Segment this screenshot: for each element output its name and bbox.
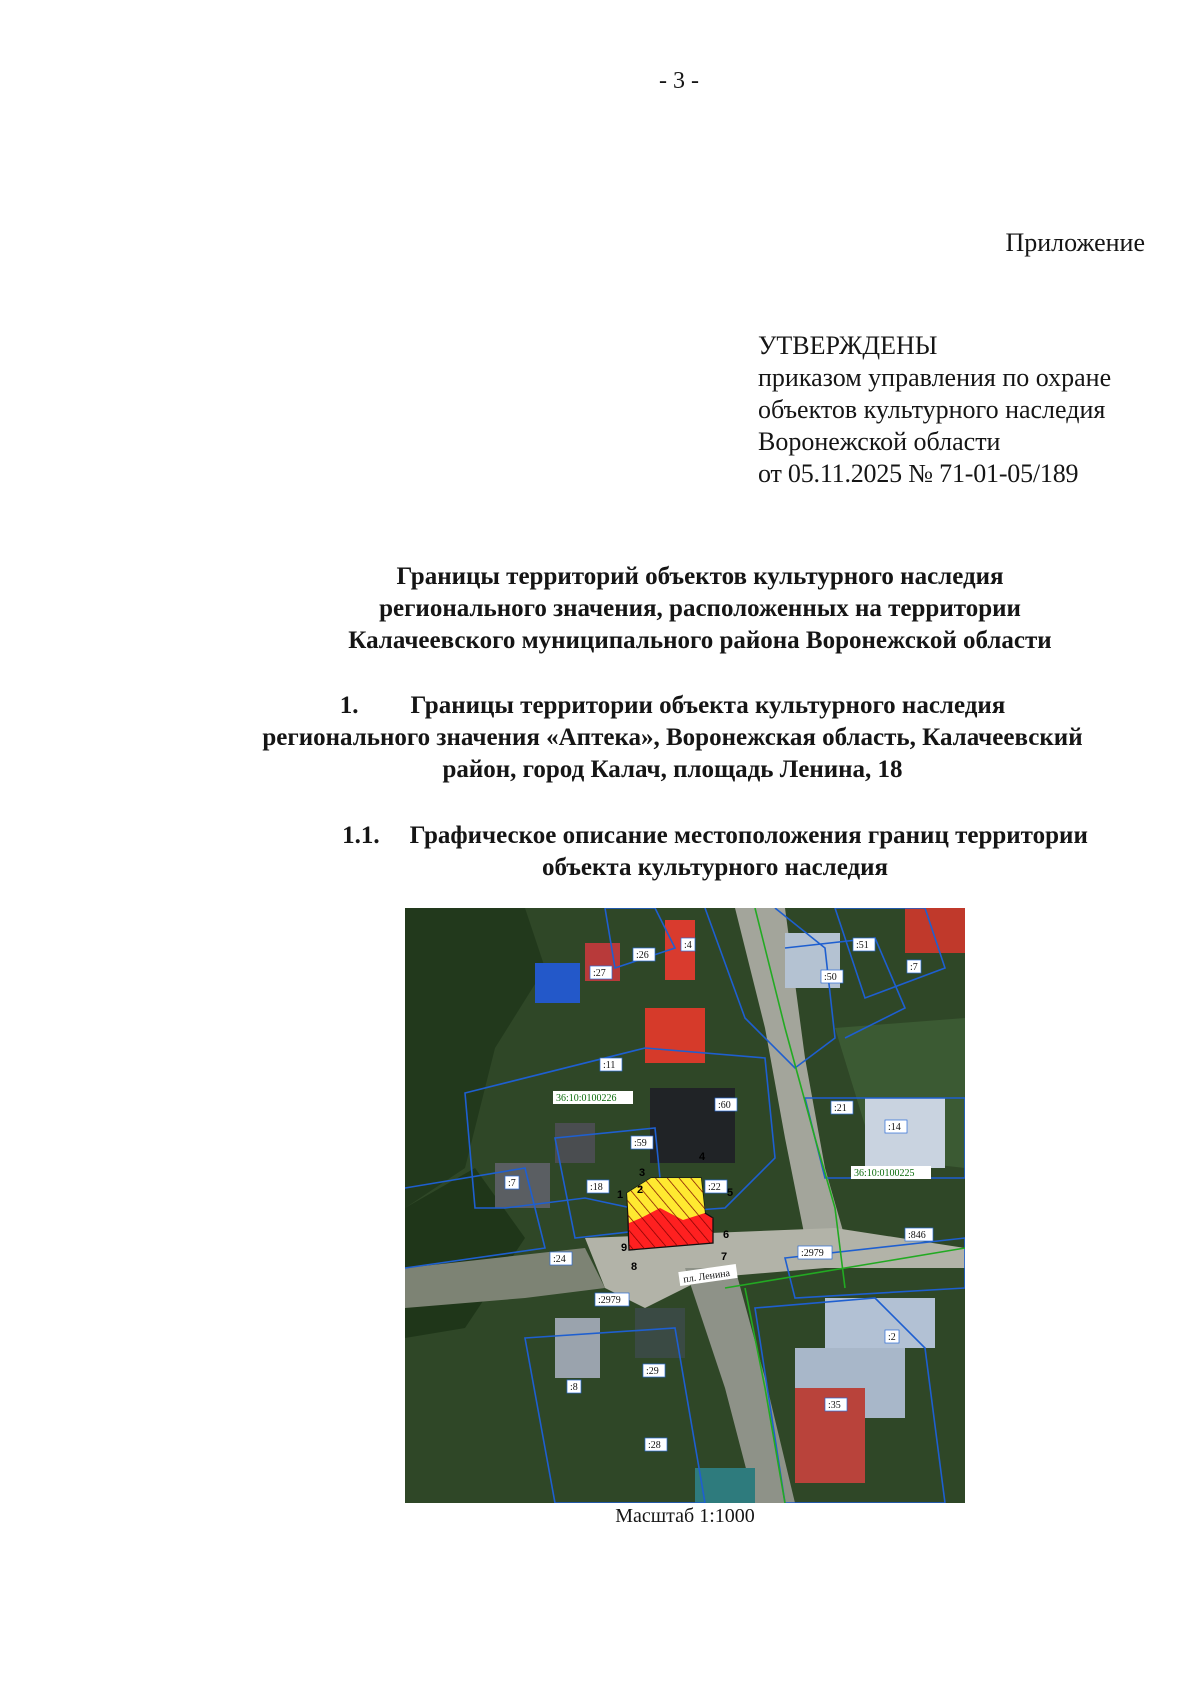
parcel-label: :18 [590, 1182, 603, 1193]
parcel-label: :28 [648, 1440, 661, 1451]
approval-heading: УТВЕРЖДЕНЫ [758, 331, 938, 360]
title-line: Калачеевского муниципального района Воронежской области [348, 627, 1052, 654]
section-1-1-heading [280, 820, 1150, 884]
approval-line: объектов культурного наследия [758, 395, 1106, 424]
parcel-label: :35 [828, 1400, 841, 1411]
section-heading-row [200, 690, 1145, 722]
building [495, 1163, 550, 1208]
parcel-label: :50 [824, 972, 837, 983]
parcel-label: :22 [708, 1182, 721, 1193]
title-line: Границы территорий объектов культурного наследия [396, 563, 1004, 590]
parcel-label: :4 [684, 940, 692, 951]
parcel-label: :7 [508, 1178, 516, 1189]
building [535, 963, 580, 1003]
section-title-line: объекта культурного наследия [541, 854, 889, 881]
boundary-point-2: 2 [637, 1184, 644, 1196]
parcel-label: :11 [603, 1060, 616, 1071]
section-1-heading [200, 690, 1145, 786]
building [645, 1008, 705, 1063]
parcel-label: :60 [718, 1100, 731, 1111]
parcel-label: :2 [888, 1332, 896, 1343]
appendix-label: Приложение [1005, 228, 1145, 257]
approval-block [758, 330, 1178, 490]
boundary-map [405, 908, 965, 1503]
section-title-line: район, город Калач, площадь Ленина, 18 [442, 756, 903, 783]
boundary-point-9: 9 [621, 1242, 628, 1254]
parcel-label: :14 [888, 1122, 901, 1133]
boundary-point-3: 3 [639, 1167, 646, 1179]
cadastral-quarter-label: 36:10:0100226 [556, 1093, 617, 1104]
boundary-point-8: 8 [631, 1261, 638, 1273]
title-line: регионального значения, расположенных на территории [379, 595, 1021, 622]
cadastral-quarter-label: 36:10:0100225 [854, 1168, 915, 1179]
parcel-label: :27 [593, 968, 606, 979]
page-number: - 3 - [659, 68, 699, 94]
parcel-label: :51 [856, 940, 869, 951]
section-title-line: регионального значения «Аптека», Воронежская область, Калачеевский [262, 724, 1083, 751]
parcel-label: :59 [634, 1138, 647, 1149]
document-title [255, 561, 1145, 657]
approval-line: приказом управления по охране [758, 363, 1112, 392]
parcel-label: :8 [570, 1382, 578, 1393]
parcel-label: :2979 [801, 1248, 824, 1259]
parcel-label: :846 [908, 1230, 926, 1241]
boundary-point-7: 7 [721, 1251, 728, 1263]
approval-order: от 05.11.2025 № 71-01-05/189 [758, 459, 1079, 488]
parcel-label: :7 [910, 962, 918, 973]
parcel-label: :26 [636, 950, 649, 961]
parcel-label: :2979 [598, 1295, 621, 1306]
section-heading-row [280, 820, 1150, 852]
approval-line: Воронежской области [758, 427, 1001, 456]
section-title-line: Графическое описание местоположения границ территории [409, 822, 1088, 849]
building [555, 1123, 595, 1163]
building [905, 908, 965, 953]
section-title-line: Границы территории объекта культурного наследия [410, 692, 1006, 719]
boundary-point-1: 1 [617, 1189, 624, 1201]
building [555, 1318, 600, 1378]
section-number: 1.1. [342, 822, 380, 849]
building [635, 1308, 685, 1358]
parcel-label: :21 [834, 1103, 847, 1114]
section-number: 1. [339, 692, 359, 719]
boundary-point-6: 6 [723, 1229, 730, 1241]
street-label: пл. Ленина [682, 1267, 731, 1286]
boundary-point-5: 5 [727, 1187, 734, 1199]
parcel-label: :24 [553, 1254, 566, 1265]
boundary-point-4: 4 [699, 1151, 706, 1163]
parcel-label: :29 [646, 1366, 659, 1377]
map-scale: Масштаб 1:1000 [615, 1505, 755, 1527]
